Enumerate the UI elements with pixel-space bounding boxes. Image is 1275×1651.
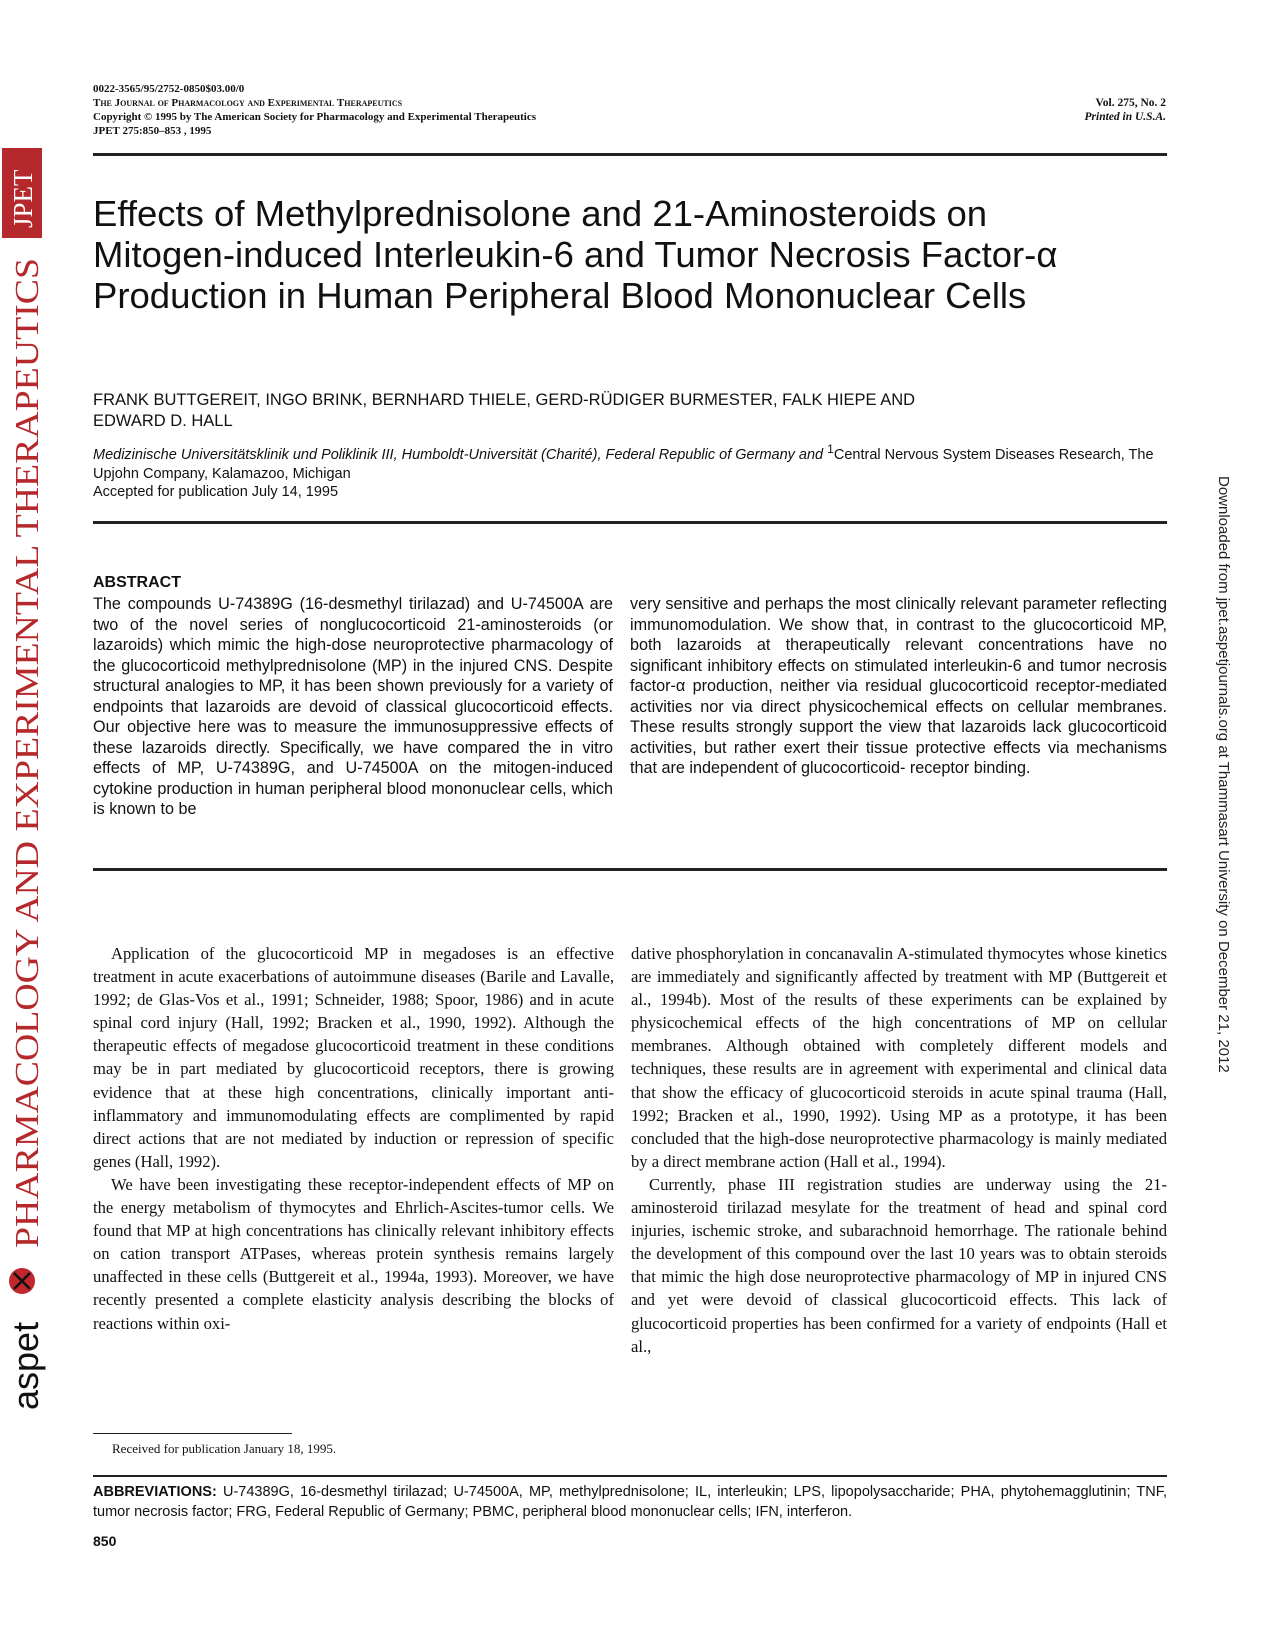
- abstract-heading: ABSTRACT: [93, 574, 181, 591]
- download-note-text: Downloaded from jpet.aspetjournals.org at Thammasart University on December 21, 2012: [1215, 476, 1232, 1073]
- article-code: 0022-3565/95/2752-0850$03.00/0: [93, 83, 245, 95]
- printed-location: Printed in U.S.A.: [1084, 111, 1166, 123]
- jpet-badge-text: JPET: [8, 169, 38, 228]
- title-line-2: Mitogen-induced Interleukin-6 and Tumor Necrosis Factor-α: [93, 234, 1058, 275]
- volume-info: [1085, 96, 1166, 124]
- title-line-1: Effects of Methylprednisolone and 21-Aminosteroids on: [93, 193, 988, 234]
- aspet-logo-icon: [9, 1268, 35, 1294]
- affiliation: [93, 440, 1173, 484]
- journal-name: The Journal of Pharmacology and Experimental Therapeutics: [93, 97, 403, 109]
- citation: JPET 275:850–853 , 1995: [93, 125, 212, 137]
- accepted-date: Accepted for publication July 14, 1995: [93, 484, 339, 500]
- body-paragraph: Application of the glucocorticoid MP in megadoses is an effective treatment in acute exacerbations of autoimmune diseases (Barile and Lavalle, 1992; de Glas-Vos et al., 1991; Schneider, 1988; Spoor, 1986) and in acute spinal cord injury (Hall, 1992; Bracken et al., 1990, 1992). Although the therapeutic effects of megadose glucocorticoid treatment in these conditions may be in part mediated by glucocorticoid receptors, there is growing evidence that at these high concentrations, clinically important anti-inflammatory and immunomodulating effects are complimented by rapid direct actions that are not mediated by induction or repression of specific genes (Hall, 1992).: [93, 944, 614, 1171]
- author-list: [93, 390, 1173, 432]
- abbreviations-label: ABBREVIATIONS:: [93, 1484, 217, 1500]
- abstract-bottom-rule: [93, 868, 1167, 871]
- abbreviations-rule: [93, 1475, 1167, 1477]
- publisher-logo-text: aspet: [5, 1321, 46, 1410]
- abstract-right-column: very sensitive and perhaps the most clinically relevant parameter reflecting immunomodulation. We show that, in contrast to the glucocorticoid MP, both lazaroids at therapeutically relevant concentrations have no significant inhibitory effects on stimulated interleukin-6 and tumor necrosis factor-α production, neither via residual glucocorticoid receptor-mediated activities nor via direct physicochemical effects on cellular membranes. These results strongly support the view that lazaroids lack glucocorticoid activities, but rather exert their tissue protective effects via mechanisms that are independent of glucocorticoid- receptor binding.: [630, 595, 1167, 777]
- download-note: [1211, 470, 1241, 1170]
- received-footnote: Received for publication January 18, 1995.: [112, 1441, 337, 1456]
- volume: Vol. 275, No. 2: [1095, 97, 1166, 109]
- authors-line-1: FRANK BUTTGEREIT, INGO BRINK, BERNHARD THIELE, GERD-RÜDIGER BURMESTER, FALK HIEPE AND: [93, 391, 916, 409]
- abstract-top-rule: [93, 521, 1167, 524]
- abbreviations: [93, 1482, 1167, 1522]
- title-line-3: Production in Human Peripheral Blood Mononuclear Cells: [93, 275, 1027, 316]
- abbreviations-text: U-74389G, 16-desmethyl tirilazad; U-74500A, MP, methylprednisolone; IL, interleukin; LPS, lipopolysaccharide; PHA, phytohemagglutinin; TNF, tumor necrosis factor; FRG, Federal Republic of Germany; PBMC, peripheral blood mononuclear cells; IFN, interferon.: [93, 1484, 1167, 1520]
- side-banner: [0, 148, 48, 1468]
- journal-header: [93, 82, 536, 138]
- abstract-left-column: The compounds U-74389G (16-desmethyl tirilazad) and U-74500A are two of the novel series of nonglucocorticoid 21-aminosteroids (or lazaroids) which mimic the high-dose neuroprotective pharmacology of the glucocorticoid methylprednisolone (MP) in the injured CNS. Despite structural analogies to MP, it has been shown previously for a variety of endpoints that lazaroids are devoid of classical glucocorticoid effects. Our objective here was to measure the immunosuppressive effects of these lazaroids directly. Specifically, we have compared the in vitro effects of MP, U-74389G, and U-74500A on the mitogen-induced cytokine production in human peripheral blood mononuclear cells, which is known to be: [93, 595, 613, 818]
- authors-line-2: EDWARD D. HALL: [93, 412, 233, 430]
- body-paragraph: We have been investigating these receptor-independent effects of MP on the energy metabolism of thymocytes and Ehrlich-Ascites-tumor cells. We found that MP at high concentrations has clinically relevant inhibitory effects on cation transport ATPases, whereas protein synthesis remains largely unaffected in these cells (Buttgereit et al., 1994a, 1993). Moreover, we have recently presented a complete elasticity analysis describing the blocks of reactions within oxi-: [93, 1174, 614, 1333]
- article-title: [93, 193, 1173, 316]
- page-number: 850: [93, 1533, 117, 1549]
- header-rule: [93, 153, 1167, 156]
- body-right-column: [631, 942, 1167, 1358]
- affiliation-italic: Medizinische Universitätsklinik und Poliklinik III, Humboldt-Universität (Charité), Federal Republic of Germany and: [93, 446, 828, 463]
- footnote-rule: [93, 1433, 292, 1434]
- journal-name-vertical: PHARMACOLOGY AND EXPERIMENTAL THERAPEUTICS: [9, 357, 46, 1248]
- body-left-column: [93, 942, 614, 1335]
- copyright: Copyright © 1995 by The American Society for Pharmacology and Experimental Therapeutics: [93, 111, 537, 123]
- affiliation-plain: Central Nervous System Diseases Research, The Upjohn Company, Kalamazoo, Michigan: [93, 446, 1154, 482]
- body-paragraph: Currently, phase III registration studies are underway using the 21- aminosteroid tirilazad mesylate for the treatment of head and spinal cord injuries, ischemic stroke, and subarachnoid hemorrhage. The rationale behind the development of this compound over the last 10 years was to obtain steroids that mimic the high dose neuroprotective pharmacology of MP in injured CNS and yet were devoid of classical glucocorticoid effects. This lack of glucocorticoid properties has been confirmed for a variety of endpoints (Hall et al.,: [631, 1174, 1167, 1356]
- affiliation-sup: 1: [827, 442, 834, 456]
- body-paragraph: dative phosphorylation in concanavalin A-stimulated thymocytes whose kinetics are immediately and significantly affected by treatment with MP (Buttgereit et al., 1994b). Most of the results of these experiments can be explained by physicochemical effects of the high concentrations of MP on cellular membranes. Although obtained with completely different models and techniques, these results are in agreement with experimental and clinical data that show the efficacy of glucocorticoid steroids in acute spinal trauma (Hall, 1992; Bracken et al., 1990, 1992). Using MP as a prototype, it has been concluded that the high-dose neuroprotective pharmacology is mainly mediated by a direct membrane action (Hall et al., 1994).: [631, 944, 1167, 1171]
